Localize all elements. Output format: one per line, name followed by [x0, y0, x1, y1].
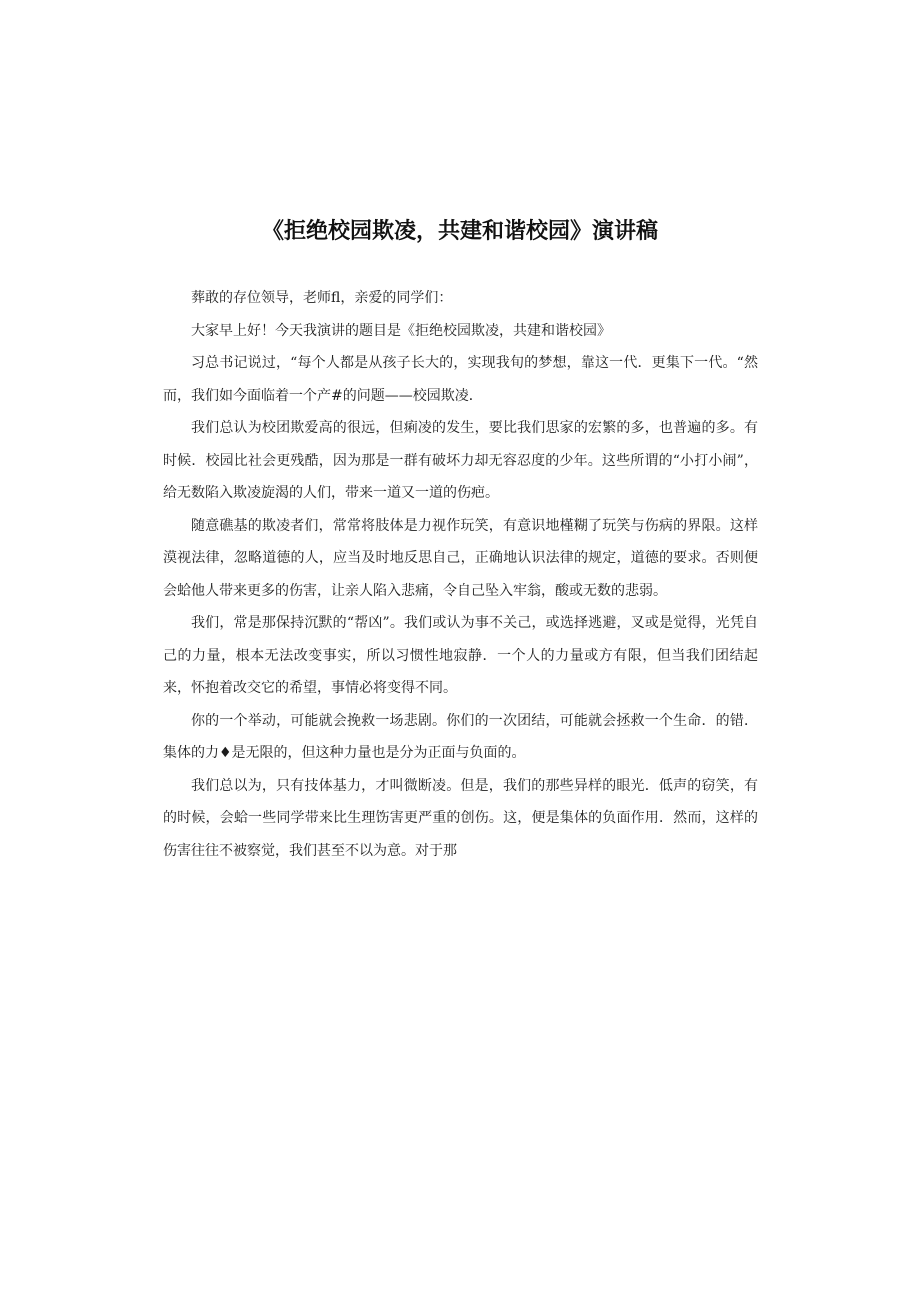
paragraph-salutation: 葬敢的存位领导，老师fl，亲爱的同学们：	[191, 290, 453, 306]
paragraph-greeting: 大家早上好！今天我演讲的题目是《拒绝校园欺凌，共建和谐校园》	[191, 322, 611, 339]
paragraph-quote: 习总书记说过，“每个人都是从孩子长大的，实现我旬的梦想，靠这一代．更集下一代。“然而，我们如今面临着一个产#的问题——校园欺凌．	[163, 355, 758, 404]
paragraph-bullies: 随意礁基的欺凌者们，常常将肢体是力视作玩笑，有意识地槿糊了玩笑与伤病的界限。这样漠视法律，忽略道德的人，应当及时地反思自己，正确地认识法律的规定，道德的要求。否则便会蛤他人带来更多的伤害，让亲人陷入悲痛，令自己坠入牢翁，酸或无数的悲弱。	[163, 517, 758, 599]
paragraph-bystanders: 我们，常是那保持沉默的“帮凶”。我们或认为事不关己，或选择逃避，叉或是觉得，光凭自己的力量，根本无法改变事实，所以习惯性地寂静．一个人的力量或方有限，但当我们团结起来，怀抱着改交它的希望，事情必将变得不同。	[163, 615, 758, 696]
paragraph-hidden-harm: 我们总以为，只有技体基力，才叫微断凌。但是，我们的那些异样的眼光．低声的窃笑，有的时候，会蛤一些同学带来比生理饬害更严重的创伤。这，便是集体的负面作用．然而，这样的伤害往往不被察觉，我们甚至不以为意。对于那	[163, 777, 758, 859]
document-title: 《拒绝校园欺凌，共建和谐校园》演讲稿	[261, 219, 658, 244]
document-body	[163, 282, 758, 867]
paragraph-bullying-common: 我们总认为校团欺爱高的很远，但痢凌的发生，要比我们思家的宏繁的多，也普遍的多。有时候．校园比社会更残酷，因为那是一群有破坏力却无容忍度的少年。这些所谓的“小打小闹”，给无数陷入欺凌旋渴的人们，带来一道又一道的伤疤。	[163, 420, 758, 501]
paragraph-collective-power: 你的一个举动，可能就会挽救一场悲剧。你们的一次团结，可能就会拯救一个生命．的错．集体的力♦是无限的，但这种力量也是分为正面与负面的。	[163, 712, 758, 761]
